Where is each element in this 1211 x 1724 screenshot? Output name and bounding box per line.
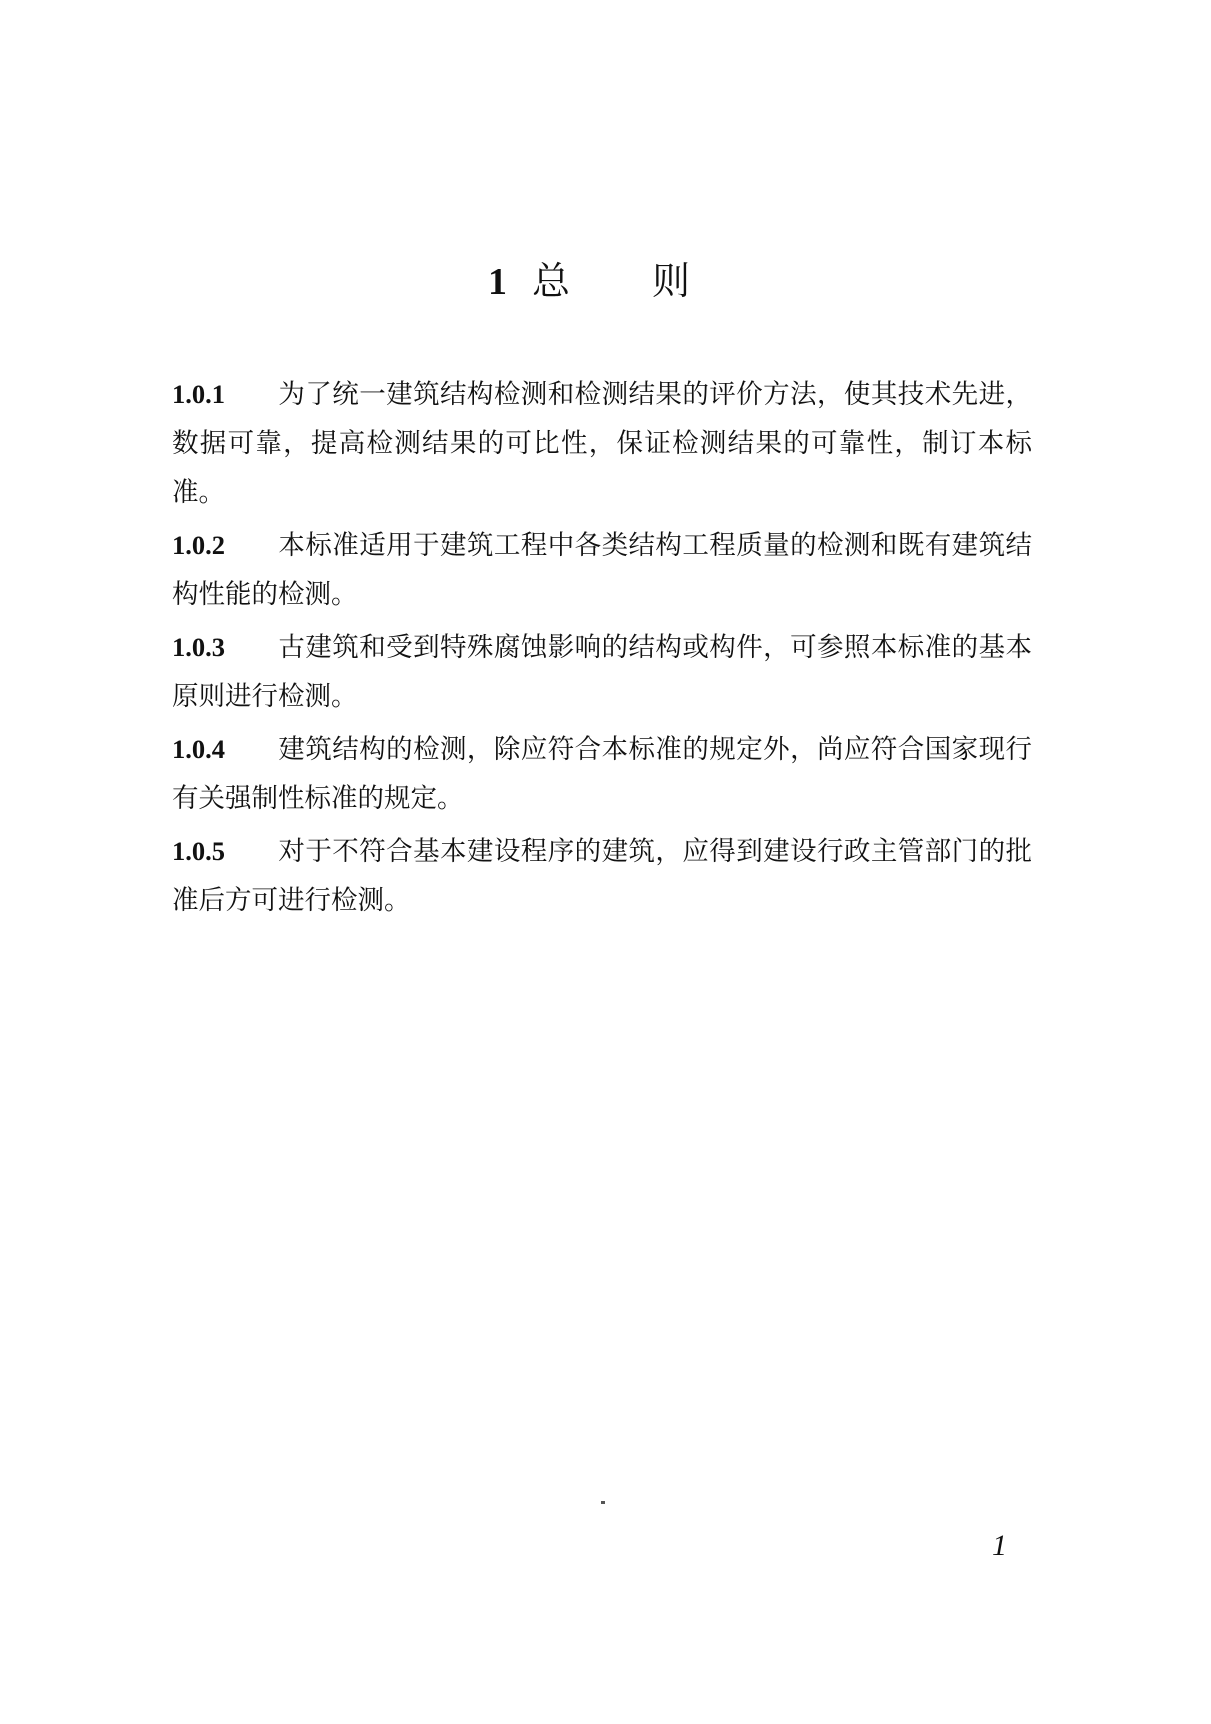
chapter-number: 1 xyxy=(488,261,507,303)
clause-text: 本标准适用于建筑工程中各类结构工程质量的检测和既有建筑结构性能的检测。 xyxy=(172,530,1032,610)
clause-number: 1.0.2 xyxy=(172,530,225,560)
clause-1-0-5 xyxy=(172,827,1032,925)
clause-text: 为了统一建筑结构检测和检测结果的评价方法，使其技术先进，数据可靠，提高检测结果的可比性，保证检测结果的可靠性，制订本标准。 xyxy=(172,379,1032,508)
clause-text: 古建筑和受到特殊腐蚀影响的结构或构件，可参照本标准的基本原则进行检测。 xyxy=(172,632,1032,712)
clause-text: 对于不符合基本建设程序的建筑，应得到建设行政主管部门的批准后方可进行检测。 xyxy=(172,836,1032,916)
clause-number: 1.0.4 xyxy=(172,734,225,764)
chapter-heading xyxy=(488,255,728,307)
chapter-title-part1: 总 xyxy=(532,259,571,303)
clause-1-0-2 xyxy=(172,521,1032,619)
clause-number: 1.0.5 xyxy=(172,836,225,866)
clause-text: 建筑结构的检测，除应符合本标准的规定外，尚应符合国家现行有关强制性标准的规定。 xyxy=(172,734,1032,814)
clause-number: 1.0.3 xyxy=(172,632,225,662)
page-number: 1 xyxy=(992,1529,1007,1562)
clause-1-0-3 xyxy=(172,623,1032,721)
clause-number: 1.0.1 xyxy=(172,379,225,409)
clause-1-0-1 xyxy=(172,370,1032,517)
scan-speck xyxy=(601,1501,605,1504)
clauses-section xyxy=(172,370,1032,929)
clause-1-0-4 xyxy=(172,725,1032,823)
chapter-title-part2: 则 xyxy=(652,259,691,303)
